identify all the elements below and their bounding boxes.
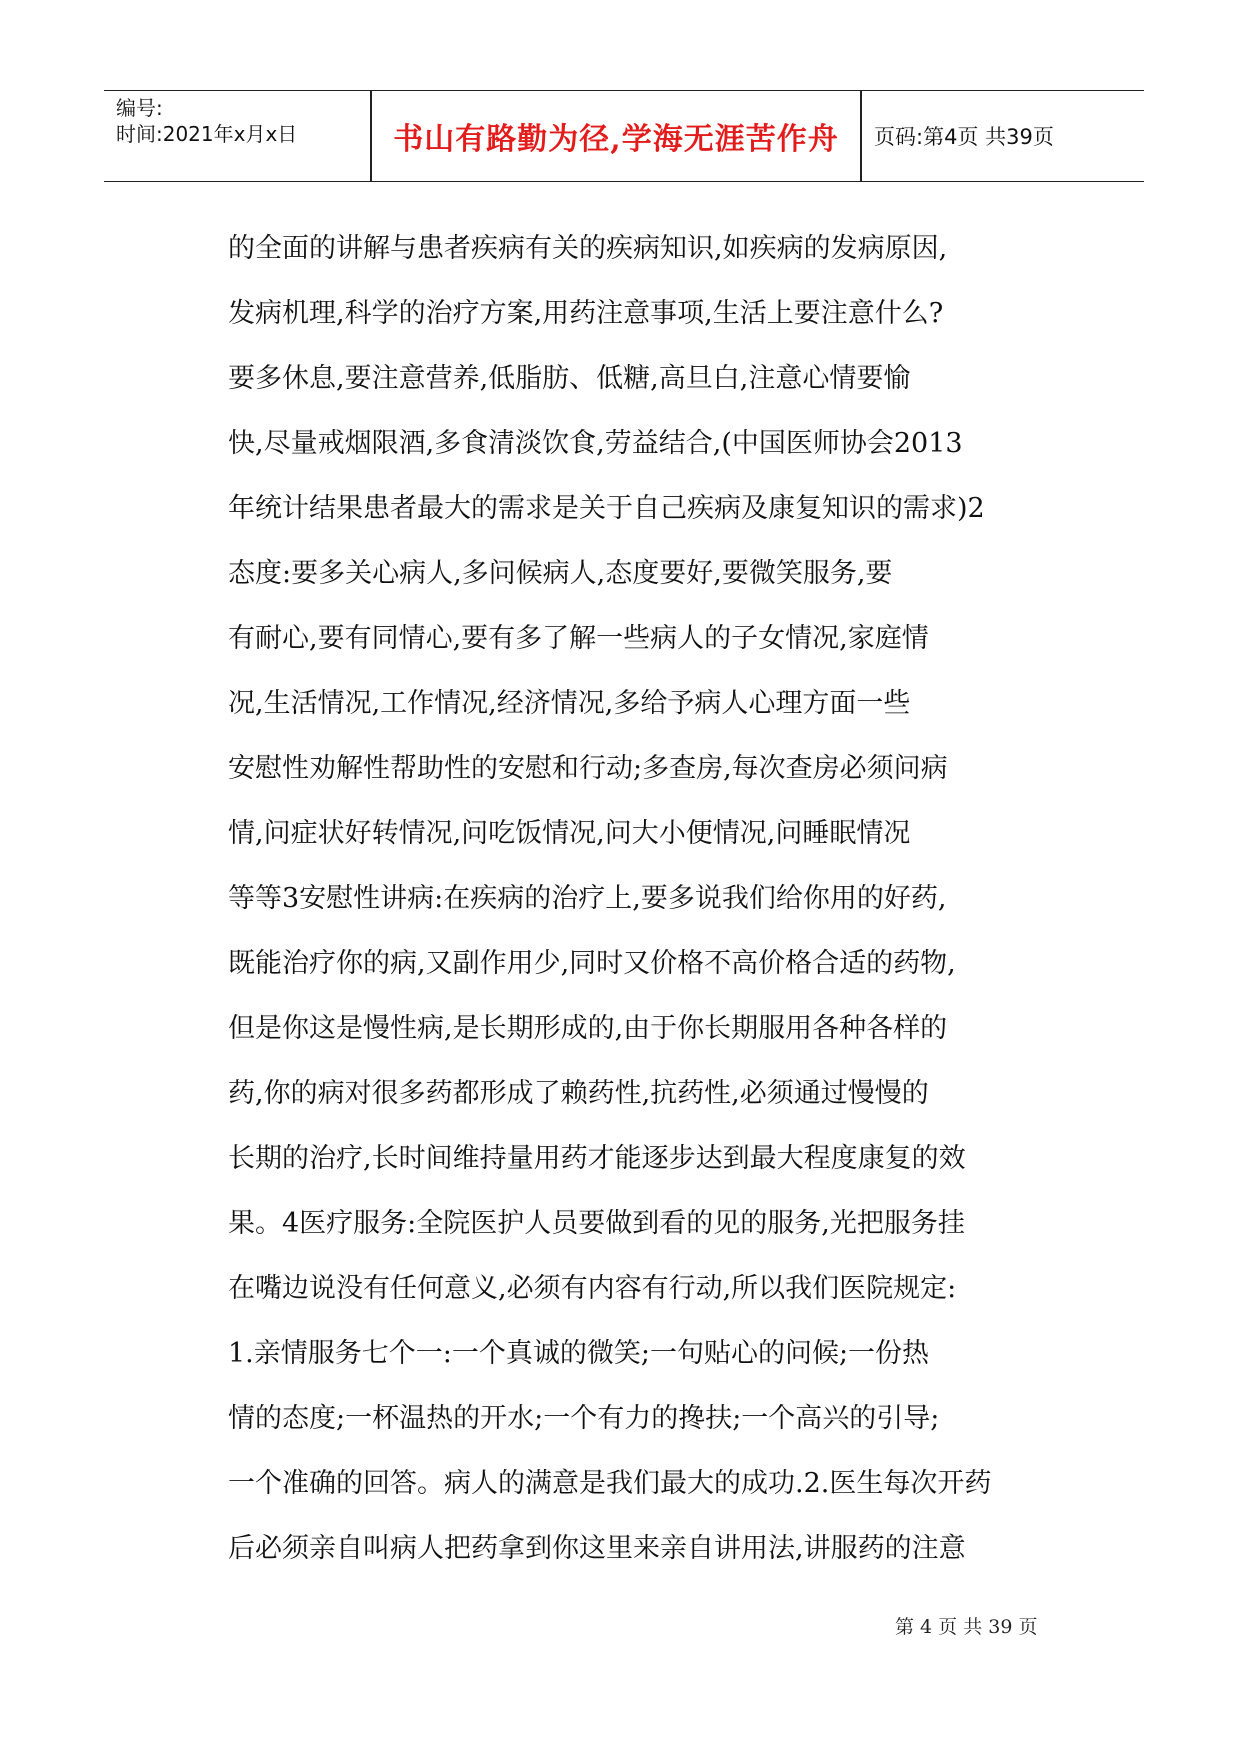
body-line: 态度:要多关心病人,多问候病人,态度要好,要微笑服务,要	[228, 558, 893, 589]
body-line: 1.亲情服务七个一:一个真诚的微笑;一句贴心的问候;一份热	[228, 1338, 930, 1369]
page-header	[104, 90, 1144, 182]
body-line: 在嘴边说没有任何意义,必须有内容有行动,所以我们医院规定:	[228, 1273, 957, 1304]
document-body	[228, 216, 1064, 1581]
header-motto: 书山有路勤为径,学海无涯苦作舟	[393, 122, 839, 157]
body-line: 果。4医疗服务:全院医护人员要做到看的见的服务,光把服务挂	[228, 1208, 965, 1239]
body-line: 后必须亲自叫病人把药拿到你这里来亲自讲用法,讲服药的注意	[228, 1533, 966, 1564]
body-line: 情,问症状好转情况,问吃饭情况,问大小便情况,问睡眠情况	[228, 818, 911, 849]
header-page-code: 页码:第4页 共39页	[874, 125, 1054, 149]
body-line: 年统计结果患者最大的需求是关于自己疾病及康复知识的需求)2	[228, 493, 985, 524]
document-number-label: 编号:	[116, 96, 163, 120]
body-line: 既能治疗你的病,又副作用少,同时又价格不高价格合适的药物,	[228, 948, 956, 979]
body-line: 的全面的讲解与患者疾病有关的疾病知识,如疾病的发病原因,	[228, 233, 948, 264]
document-time-label: 时间:2021年x月x日	[116, 122, 298, 146]
body-line: 药,你的病对很多药都形成了赖药性,抗药性,必须通过慢慢的	[228, 1078, 929, 1109]
body-line: 要多休息,要注意营养,低脂肪、低糖,高旦白,注意心情要愉	[228, 363, 911, 394]
page-footer: 第 4 页 共 39 页	[895, 1616, 1038, 1638]
body-line: 情的态度;一杯温热的开水;一个有力的搀扶;一个高兴的引导;	[228, 1403, 940, 1434]
header-meta	[116, 95, 366, 147]
body-line: 况,生活情况,工作情况,经济情况,多给予病人心理方面一些	[228, 688, 911, 719]
header-divider-right	[860, 91, 862, 181]
body-line: 一个准确的回答。病人的满意是我们最大的成功.2.医生每次开药	[228, 1468, 992, 1499]
body-line: 长期的治疗,长时间维持量用药才能逐步达到最大程度康复的效	[228, 1143, 966, 1174]
body-line: 有耐心,要有同情心,要有多了解一些病人的子女情况,家庭情	[228, 623, 929, 654]
body-line: 但是你这是慢性病,是长期形成的,由于你长期服用各种各样的	[228, 1013, 948, 1044]
body-line: 快,尽量戒烟限酒,多食清淡饮食,劳益结合,(中国医师协会2013	[228, 428, 963, 459]
body-line: 安慰性劝解性帮助性的安慰和行动;多查房,每次查房必须问病	[228, 753, 948, 784]
body-line: 发病机理,科学的治疗方案,用药注意事项,生活上要注意什么?	[228, 298, 944, 329]
body-line: 等等3安慰性讲病:在疾病的治疗上,要多说我们给你用的好药,	[228, 883, 947, 914]
